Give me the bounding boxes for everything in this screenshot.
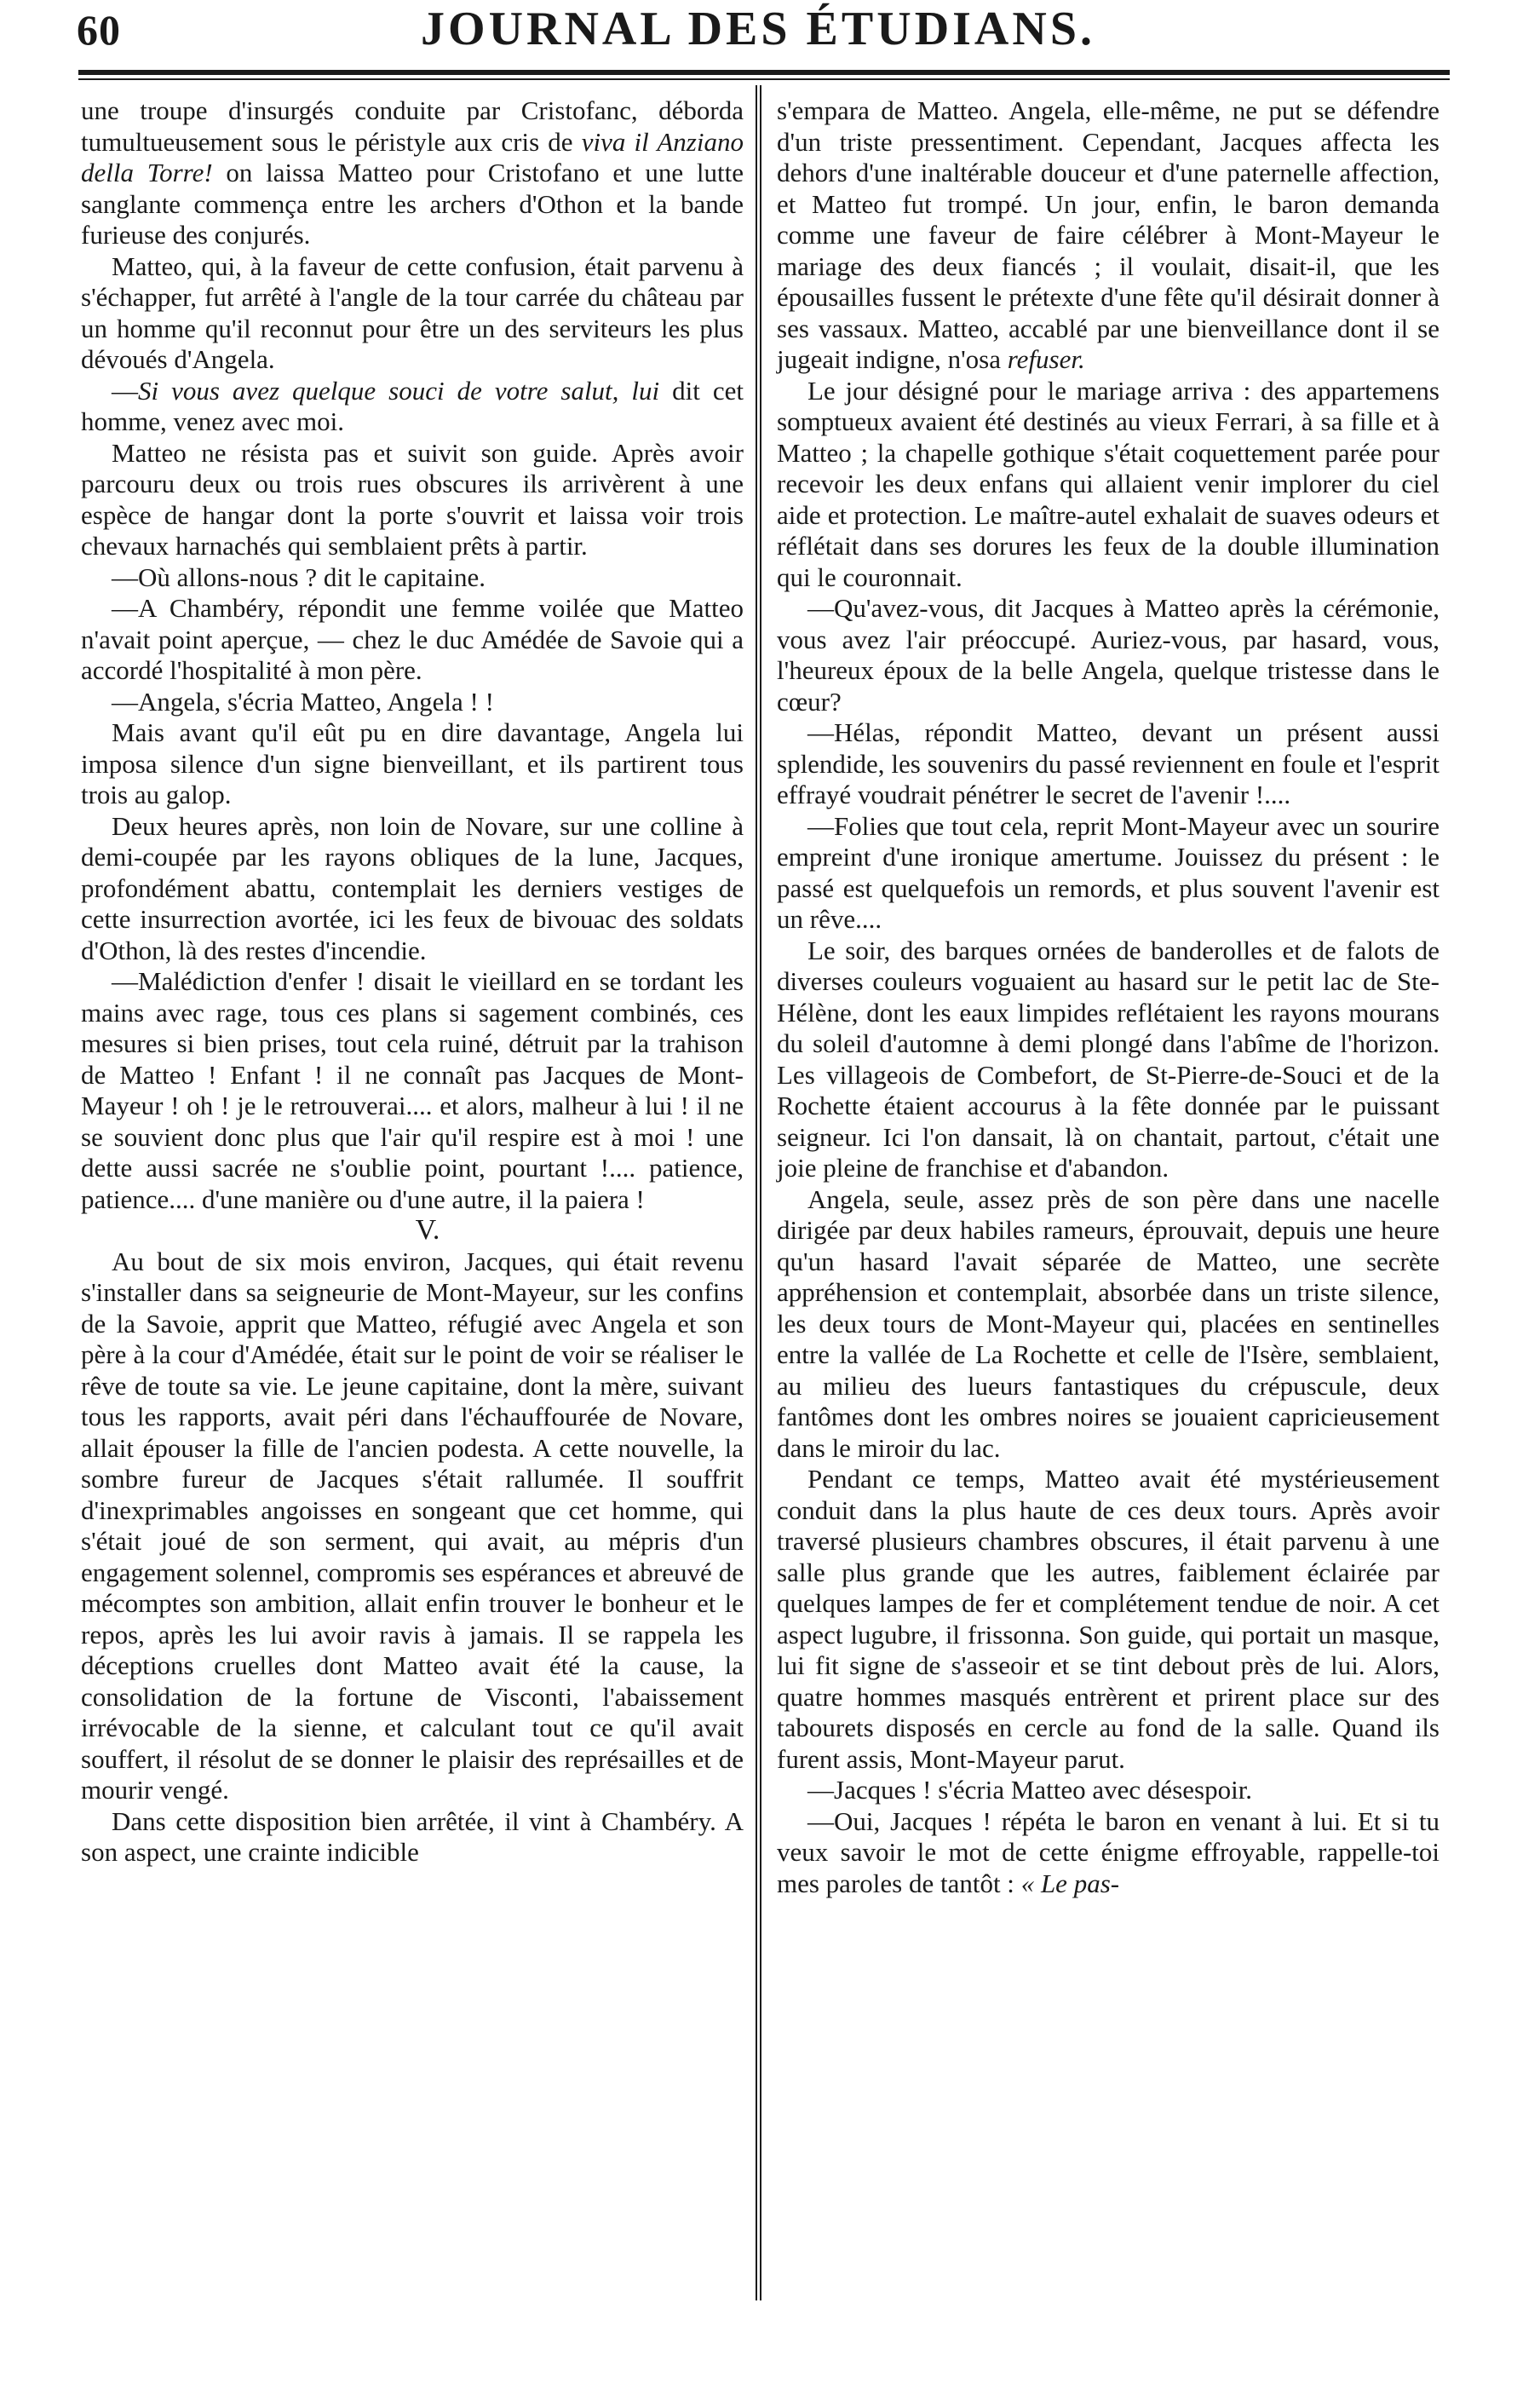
paragraph: Mais avant qu'il eût pu en dire davantage, Angela lui imposa silence d'un signe bienveillant, et ils partirent tous trois au galop. [81, 717, 744, 809]
paragraph: —A Chambéry, répondit une femme voilée que Matteo n'avait point aperçue, — chez le duc Amédée de Savoie qui a accordé l'hospitalité à mon père. [81, 593, 744, 685]
paragraph: Deux heures après, non loin de Novare, sur une colline à demi-coupée par les rayons obliques de la lune, Jacques, profondément abattu, contemplait les derniers vestiges de cette insurrection avortée, ici les feux de bivouac des soldats d'Othon, là des restes d'incendie. [81, 810, 744, 965]
paragraph: —Où allons-nous ? dit le capitaine. [112, 561, 486, 592]
paragraph: —Folies que tout cela, reprit Mont-Mayeur avec un sourire empreint d'une ironique amertume. Jouissez du présent : le passé est quelquefois un remords, et plus souvent l'avenir est un rêve.... [777, 810, 1439, 934]
page-header [60, 0, 1457, 68]
paragraph: Le jour désigné pour le mariage arriva : des appartemens somptueux avaient été destinés au vieux Ferrari, à sa fille et à Matteo ; la chapelle gothique s'était coquettement parée pour recevoir les deux enfans qui allaient venir implorer du ciel aide et protection. Le maître-autel exhalait de suaves odeurs et réflétait dans ses dorures les feux de la double illumination qui le couronnait. [777, 375, 1439, 592]
header-rule-thick [78, 70, 1450, 75]
paragraph: —Jacques ! s'écria Matteo avec désespoir. [807, 1775, 1253, 1805]
paragraph: —Malédiction d'enfer ! disait le vieillard en se tordant les mains avec rage, tous ces plans si sagement combinés, ces mesures si bien prises, tout cela ruiné, détruit par la trahison de Matteo ! Enfant ! il ne connaît pas Jacques de Mont-Mayeur ! oh ! je le retrouverai.... et alors, malheur à lui ! il ne se souvient donc plus que l'air qu'il respire est à moi ! une dette aussi sacrée ne s'oublie point, pourtant !.... patience, patience.... d'une manière ou d'une autre, il la paiera ! [81, 966, 744, 1214]
column-divider-second [760, 85, 761, 2300]
paragraph: —Si vous avez quelque souci de votre salut, lui dit cet homme, venez avec moi. [81, 375, 744, 436]
paragraph: s'empara de Matteo. Angela, elle-même, ne put se défendre d'un triste pressentiment. Cependant, Jacques affecta les dehors d'une inaltérable douceur et d'une paternelle affection, et Matteo fut trompé. Un jour, enfin, le baron demanda comme une faveur de faire célébrer à Mont-Mayeur le mariage des deux fiancés ; il voulait, disait-il, que les épousailles fussent le prétexte d'une fête qu'il désirait donner à ses vassaux. Matteo, accablé par une bienveillance dont il se jugeait indigne, n'osa refuser. [777, 95, 1439, 374]
paragraph: Au bout de six mois environ, Jacques, qui était revenu s'installer dans sa seigneurie de Mont-Mayeur, sur les confins de la Savoie, apprit que Matteo, réfugié avec Angela et son père à la cour d'Amédée, était sur le point de voir se réaliser le rêve de toute sa vie. Le jeune capitaine, dont la mère, suivant tous les rapports, avait péri dans l'échauffourée de Novare, allait épouser la fille de l'ancien podesta. A cette nouvelle, la sombre fureur de Jacques s'était rallumée. Il souffrit d'inexprimables angoisses en songeant que cet homme, qui s'était joué de son serment, qui avait, au mépris d'un engagement solennel, compromis ses espérances et abreuvé de mécomptes son ambition, allait enfin trouver le bonheur et le repos, après les lui avoir ravis à jamais. Il se rappela les déceptions cruelles dont Matteo avait été la cause, la consolidation de la fortune de Visconti, l'abaissement irrévocable de la sienne, et calculant tout ce qu'il avait souffert, il résolut de se donner le plaisir des représailles et de mourir vengé. [81, 1246, 744, 1805]
paragraph: Matteo ne résista pas et suivit son guide. Après avoir parcouru deux ou trois rues obscures ils arrivèrent à une espèce de hangar dont la porte s'ouvrit et laissa voir trois chevaux harnachés qui semblaient prêts à partir. [81, 437, 744, 561]
paragraph: une troupe d'insurgés conduite par Cristofanc, déborda tumultueusement sous le péristyle aux cris de viva il Anziano della Torre! on laissa Matteo pour Cristofano et une lutte sanglante commença entre les archers d'Othon et la bande furieuse des conjurés. [81, 95, 744, 250]
paragraph: —Hélas, répondit Matteo, devant un présent aussi splendide, les souvenirs du passé reviennent en foule et l'esprit effrayé voudrait pénétrer le secret de l'avenir !.... [777, 717, 1439, 809]
italic-text: viva il Anziano della Torre! [81, 126, 744, 187]
paragraph: —Oui, Jacques ! répéta le baron en venant à lui. Et si tu veux savoir le mot de cette énigme effroyable, rappelle-toi mes paroles de tantôt : « Le pas- [777, 1805, 1439, 1898]
left-column [81, 95, 744, 1868]
column-divider [756, 85, 757, 2300]
paragraph: Matteo, qui, à la faveur de cette confusion, était parvenu à s'échapper, fut arrêté à l'angle de la tour carrée du château par un homme qu'il reconnut pour être un des serviteurs les plus dévoués d'Angela. [81, 250, 744, 374]
italic-text: « Le pas- [1020, 1868, 1120, 1898]
paragraph: Le soir, des barques ornées de banderolles et de falots de diverses couleurs voguaient au hasard sur le petit lac de Ste-Hélène, dont les eaux limpides reflétaient les rayons mourans du soleil d'automne à demi plongé dans l'abîme de l'horizon. Les villageois de Combefort, de St-Pierre-de-Souci et de la Rochette étaient accourus à la fête donnée par le puissant seigneur. Ici l'on dansait, là on chantait, partout, c'était une joie pleine de franchise et d'abandon. [777, 935, 1439, 1183]
journal-title: JOURNAL DES ÉTUDIANS. [421, 3, 1095, 55]
paragraph: Dans cette disposition bien arrêtée, il vint à Chambéry. A son aspect, une crainte indicible [81, 1805, 744, 1867]
paragraph: Pendant ce temps, Matteo avait été mystérieusement conduit dans la plus haute de ces deux tours. Après avoir traversé plusieurs chambres obscures, il était parvenu à une salle plus grande que les autres, faiblement éclairée par quelques lampes de fer et complétement tendue de noir. A cet aspect lugubre, il frissonna. Son guide, qui portait un masque, lui fit signe de s'asseoir et se tint debout près de lui. Alors, quatre hommes masqués entrèrent et prirent place sur des tabourets disposés en cercle au fond de la salle. Quand ils furent assis, Mont-Mayeur parut. [777, 1464, 1439, 1774]
paragraph: —Angela, s'écria Matteo, Angela ! ! [112, 686, 494, 717]
right-column [777, 95, 1439, 1899]
paragraph: Angela, seule, assez près de son père dans une nacelle dirigée par deux habiles rameurs, éprouvait, depuis une heure qu'un hasard l'avait séparée de Matteo, une secrète appréhension et contemplait, absorbée dans un triste silence, les deux tours de Mont-Mayeur qui, placées en sentinelles entre la vallée de La Rochette et celle de l'Isère, semblaient, au milieu des lueurs fantastiques du crépuscule, deux fantômes dont les ombres noires se jouaient capricieusement dans le miroir du lac. [777, 1183, 1439, 1463]
italic-text: Si vous avez quelque souci de votre salut, lui [138, 375, 660, 406]
header-rule-thin [78, 78, 1450, 80]
page-number: 60 [77, 6, 121, 54]
section-heading: V. [415, 1214, 440, 1246]
italic-text: refuser. [1007, 344, 1085, 374]
paragraph: —Qu'avez-vous, dit Jacques à Matteo après la cérémonie, vous avez l'air préoccupé. Auriez-vous, par hasard, vous, l'heureux époux de la belle Angela, quelque tristesse dans le cœur? [777, 593, 1439, 717]
